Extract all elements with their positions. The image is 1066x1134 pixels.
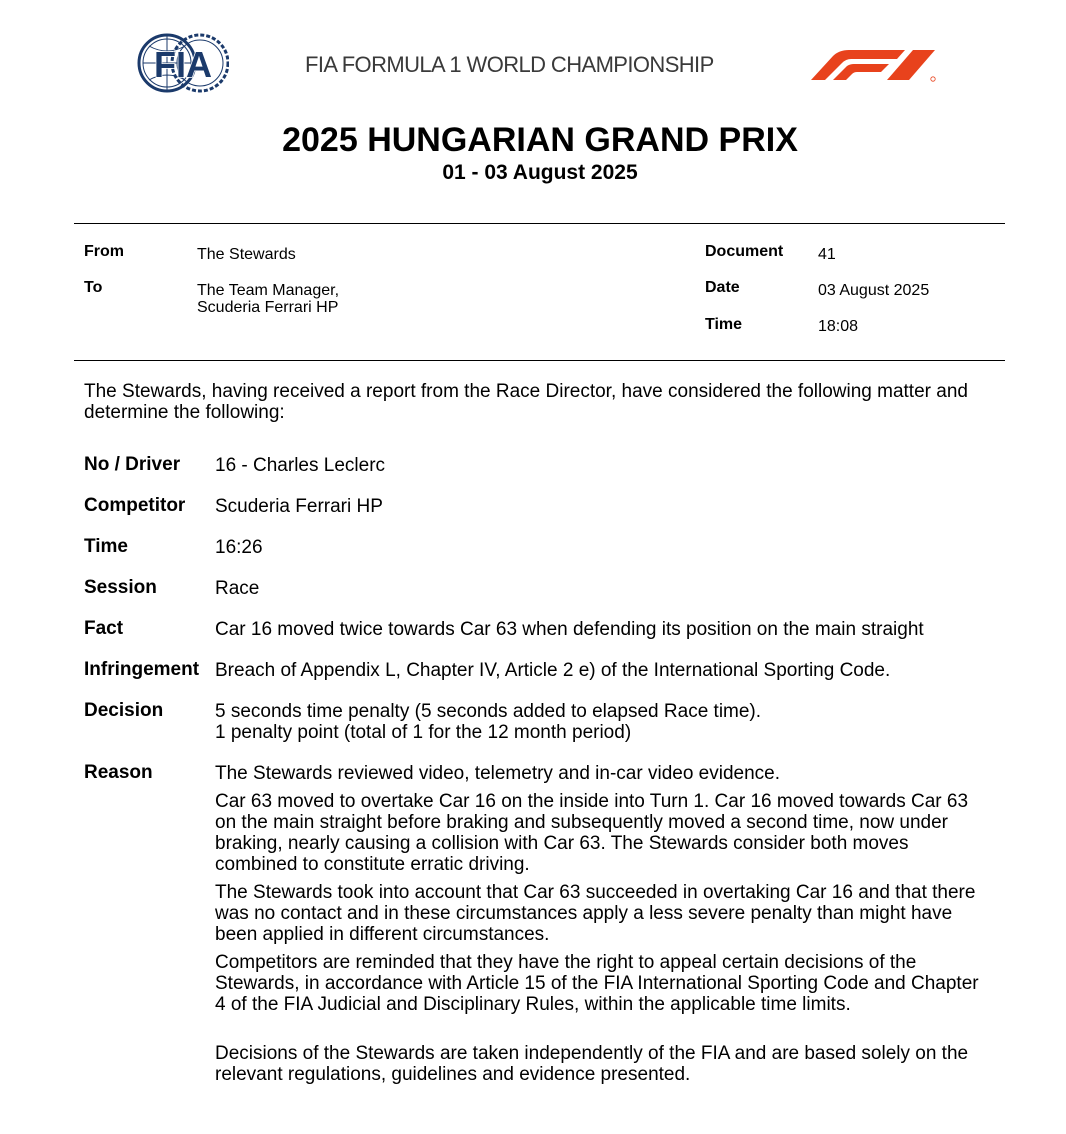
fact-value: Car 16 moved twice towards Car 63 when defending its position on the main straight (215, 619, 924, 640)
document-label: Document (705, 243, 784, 260)
to-label: To (84, 279, 103, 296)
infringement-value: Breach of Appendix L, Chapter IV, Article 2 e) of the International Sporting Code. (215, 660, 891, 681)
to-value-line1: The Team Manager, (197, 282, 340, 299)
fact-label: Fact (84, 618, 124, 639)
fia-logo (137, 30, 229, 96)
reason-paragraph: Decisions of the Stewards are taken independently of the FIA and are based solely on the relevant regulations, guidelines and evidence presented. (215, 1043, 969, 1085)
reason-paragraph: Car 63 moved to overtake Car 16 on the inside into Turn 1. Car 16 moved towards Car 63 on the main straight before braking and subsequently moved a second time, now under braking, nearly causing a collision with Car 63. The Stewards consider both moves combined to constitute erratic driving. (215, 791, 969, 875)
session-label: Session (84, 577, 157, 598)
event-dates: 01 - 03 August 2025 (442, 161, 638, 184)
top-divider (74, 223, 1005, 224)
driver-value: 16 - Charles Leclerc (215, 455, 386, 476)
fia-logo-text: FIA (154, 44, 212, 85)
championship-name: FIA FORMULA 1 WORLD CHAMPIONSHIP (305, 52, 714, 77)
infringement-label: Infringement (84, 659, 200, 680)
reason-value (215, 763, 990, 1085)
f1-logo (809, 46, 939, 82)
time-label: Time (705, 316, 743, 333)
reason-paragraph: The Stewards reviewed video, telemetry and in-car video evidence. (215, 763, 781, 784)
reason-paragraph: The Stewards took into account that Car 63 succeeded in overtaking Car 16 and that there was no contact and in these circumstances apply a less severe penalty than might have been applied in different circumstances. (215, 882, 976, 945)
from-label: From (84, 243, 124, 260)
date-value: 03 August 2025 (818, 282, 930, 299)
session-time-value: 16:26 (215, 537, 263, 558)
session-time-label: Time (84, 536, 129, 557)
from-value: The Stewards (197, 246, 296, 263)
decision-label: Decision (84, 700, 164, 721)
time-value: 18:08 (818, 318, 859, 335)
competitor-label: Competitor (84, 495, 186, 516)
driver-label: No / Driver (84, 454, 181, 475)
reason-paragraph: Competitors are reminded that they have the right to appeal certain decisions of the Stewards, in accordance with Article 15 of the FIA International Sporting Code and Chapter 4 of the FIA Judicial and Disciplinary Rules, within the applicable time limits. (215, 952, 979, 1015)
bottom-divider (74, 360, 1005, 361)
intro-text: The Stewards, having received a report from the Race Director, have considered the following matter and determine the following: (84, 381, 968, 423)
decision-line: 1 penalty point (total of 1 for the 12 month period) (215, 722, 632, 743)
session-value: Race (215, 578, 260, 599)
decision-line: 5 seconds time penalty (5 seconds added to elapsed Race time). (215, 701, 762, 722)
reason-label: Reason (84, 762, 153, 783)
decision-value (215, 701, 1005, 743)
document-value: 41 (818, 246, 836, 263)
event-title: 2025 HUNGARIAN GRAND PRIX (282, 121, 798, 159)
competitor-value: Scuderia Ferrari HP (215, 496, 383, 517)
date-label: Date (705, 279, 740, 296)
to-value-line2: Scuderia Ferrari HP (197, 299, 339, 316)
